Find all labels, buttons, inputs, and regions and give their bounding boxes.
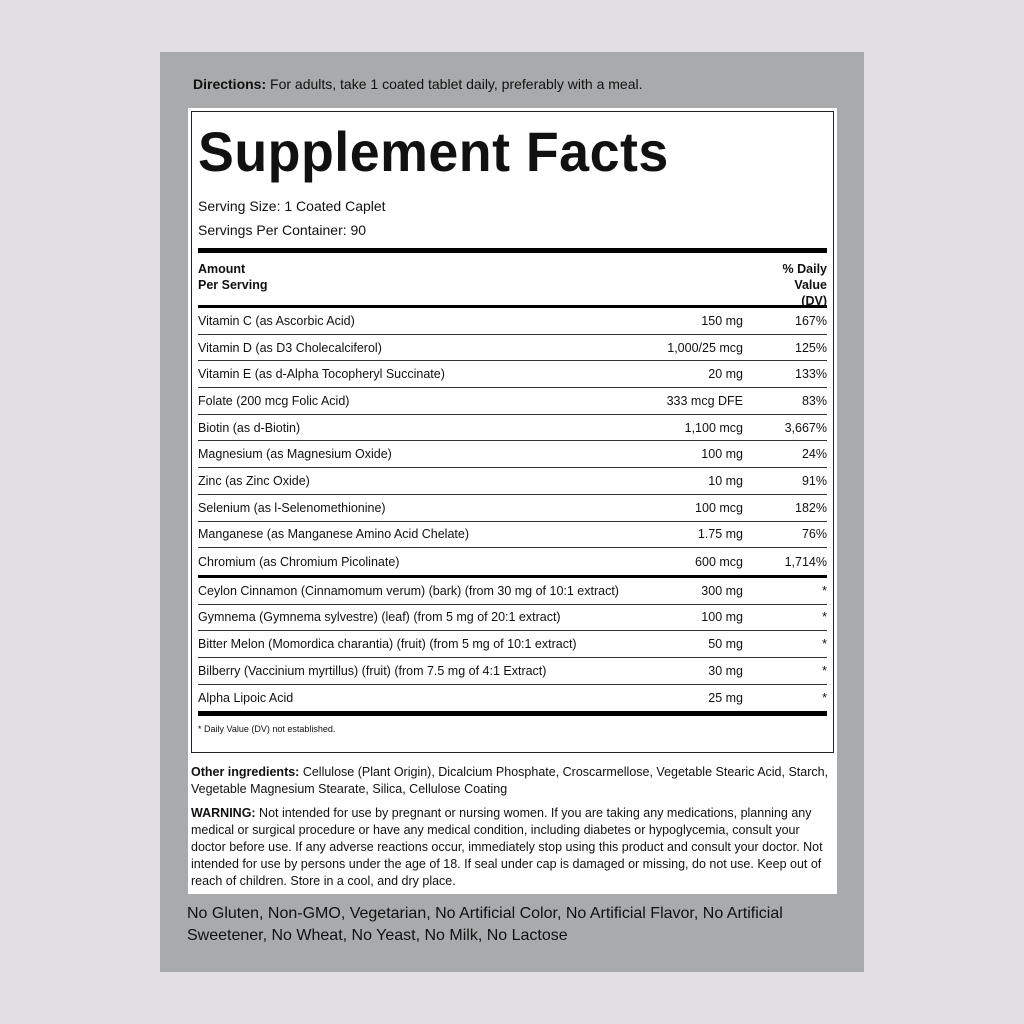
nutrient-row (198, 441, 827, 468)
directions-text: For adults, take 1 coated tablet daily, preferably with a meal. (266, 76, 643, 92)
nutrient-row (198, 578, 827, 605)
nutrient-amount: 600 mcg (695, 554, 743, 569)
nutrient-dv: * (822, 663, 827, 678)
nutrient-amount: 1,000/25 mcg (667, 340, 743, 355)
nutrient-dv: 91% (801, 473, 827, 488)
nutrient-name: Magnesium (as Magnesium Oxide) (198, 447, 392, 462)
nutrient-dv: 167% (795, 313, 827, 328)
divider-thick (198, 711, 827, 716)
nutrient-dv: 24% (801, 447, 827, 462)
nutrient-amount: 1,100 mcg (684, 420, 743, 435)
nutrient-row (198, 361, 827, 388)
nutrient-amount: 20 mg (708, 367, 743, 382)
facts-title: Supplement Facts (198, 120, 669, 183)
nutrient-dv: 76% (801, 527, 827, 542)
nutrient-row (198, 335, 827, 362)
nutrient-dv: * (822, 637, 827, 652)
nutrient-dv: 182% (795, 500, 827, 515)
nutrient-row (198, 605, 827, 632)
nutrient-row (198, 308, 827, 335)
nutrient-name: Bitter Melon (Momordica charantia) (fruit) (from 5 mg of 10:1 extract) (198, 637, 577, 652)
warning-text: Not intended for use by pregnant or nursing women. If you are taking any medications, planning any medical or surgical procedure or have any medical condition, including diabetes or hypoglycemia, consult your doctor before use. If any adverse reactions occur, immediately stop using this product and consult your doctor. Not intended for use by persons under the age of 18. If seal under cap is damaged or missing, do not use. Keep out of reach of children. Store in a cool, and dry place. (191, 806, 823, 888)
nutrient-amount: 300 mg (701, 583, 743, 598)
directions-label: Directions: (193, 76, 267, 92)
nutrient-dv: * (822, 583, 827, 598)
facts-header-row (198, 253, 827, 308)
nutrient-name: Biotin (as d-Biotin) (198, 420, 301, 435)
nutrient-row (198, 388, 827, 415)
nutrient-amount: 150 mg (701, 313, 743, 328)
claims-text: No Gluten, Non-GMO, Vegetarian, No Artificial Color, No Artificial Flavor, No Artificial Sweetener, No Wheat, No Yeast, No Milk, No Lactose (187, 905, 783, 944)
nutrient-name: Selenium (as l-Selenomethionine) (198, 500, 386, 515)
nutrient-row (198, 522, 827, 549)
nutrient-dv: * (822, 610, 827, 625)
warning-label: WARNING: (191, 806, 256, 820)
nutrient-name: Folate (200 mcg Folic Acid) (198, 393, 350, 408)
nutrient-dv: 3,667% (784, 420, 827, 435)
dv-header-line2: Value (794, 278, 827, 292)
label-panel (160, 52, 864, 972)
nutrient-row (198, 495, 827, 522)
nutrient-row (198, 415, 827, 442)
amount-header (198, 261, 267, 297)
servings-per-container: Servings Per Container: 90 (198, 222, 367, 238)
nutrient-dv: * (822, 690, 827, 705)
nutrient-dv: 125% (795, 340, 827, 355)
nutrient-dv: 133% (795, 367, 827, 382)
other-ingredients-label: Other ingredients: (191, 765, 300, 779)
nutrient-amount: 50 mg (708, 637, 743, 652)
nutrient-row (198, 685, 827, 712)
other-ingredients (191, 764, 829, 798)
nutrient-amount: 10 mg (708, 473, 743, 488)
nutrient-name: Manganese (as Manganese Amino Acid Chelate) (198, 527, 469, 542)
other-ingredients-text: Cellulose (Plant Origin), Dicalcium Phosphate, Croscarmellose, Vegetable Stearic Acid, Starch, Vegetable Magnesium Stearate, Silica, Cellulose Coating (191, 765, 829, 796)
nutrient-dv: 83% (801, 393, 827, 408)
vitamin-rows (198, 308, 827, 575)
footnote: * Daily Value (DV) not established. (198, 724, 336, 735)
nutrient-amount: 30 mg (708, 663, 743, 678)
nutrient-row (198, 468, 827, 495)
dv-header-line1: % Daily (782, 262, 827, 276)
warning (191, 805, 829, 890)
nutrient-name: Vitamin E (as d-Alpha Tocopheryl Succinate) (198, 367, 445, 382)
amount-header-line1: Amount (198, 262, 246, 276)
nutrient-name: Ceylon Cinnamon (Cinnamomum verum) (bark) (from 30 mg of 10:1 extract) (198, 583, 619, 598)
nutrient-name: Chromium (as Chromium Picolinate) (198, 554, 400, 569)
nutrient-row (198, 548, 827, 575)
nutrient-amount: 25 mg (708, 690, 743, 705)
dv-header (782, 261, 827, 308)
dv-header-line3: (DV) (801, 294, 827, 308)
nutrient-amount: 100 mg (701, 610, 743, 625)
supplement-facts-box (191, 111, 834, 753)
nutrient-name: Vitamin D (as D3 Cholecalciferol) (198, 340, 382, 355)
nutrient-row (198, 631, 827, 658)
nutrient-name: Gymnema (Gymnema sylvestre) (leaf) (from 5 mg of 20:1 extract) (198, 610, 561, 625)
nutrient-name: Zinc (as Zinc Oxide) (198, 473, 310, 488)
botanical-rows (198, 578, 827, 711)
nutrient-amount: 100 mcg (695, 500, 743, 515)
label-card (188, 108, 837, 894)
nutrient-name: Vitamin C (as Ascorbic Acid) (198, 313, 355, 328)
directions (193, 76, 643, 92)
nutrient-amount: 333 mcg DFE (666, 393, 743, 408)
nutrient-dv: 1,714% (784, 554, 827, 569)
nutrient-name: Bilberry (Vaccinium myrtillus) (fruit) (from 7.5 mg of 4:1 Extract) (198, 663, 547, 678)
nutrient-amount: 1.75 mg (697, 527, 743, 542)
nutrient-amount: 100 mg (701, 447, 743, 462)
nutrient-name: Alpha Lipoic Acid (198, 690, 294, 705)
serving-size: Serving Size: 1 Coated Caplet (198, 198, 386, 214)
nutrient-row (198, 658, 827, 685)
amount-header-line2: Per Serving (198, 278, 268, 292)
